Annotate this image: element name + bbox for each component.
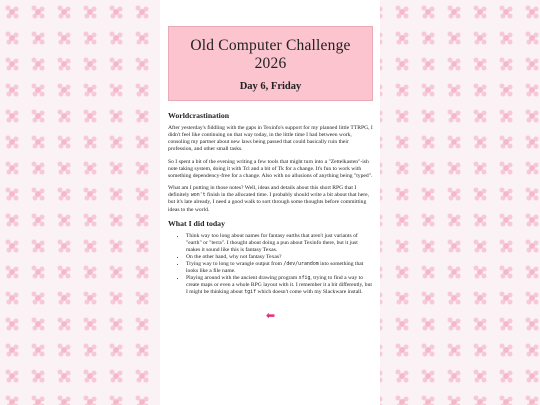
list-item: • Think way too long about names for fantasy earths that aren't just variants of "earth" or "terra". I thought about doing a pun about Texinfo there, but it just makes it sound like this is fantasy Texas. [186,233,373,254]
paragraph-1: After yesterday's fiddling with the gaps in Texinfo's support for my planned little TTRPG, I didn't feel like continuing on that way today, in the little time I had between work, consoling my partner about new laws being passed that could basically ruin their profession, and other small tasks. [168,125,373,153]
section-heading-what-i-did-today: What I did today [168,218,225,228]
activity-list [168,233,373,296]
inline-code-xfig: xfig [298,275,311,281]
paragraph-3-text-a: What am I putting in those notes? Well, ideas and details about this short RPG that I definitely [168,185,357,199]
page-subtitle: Day 6, Friday [239,81,302,92]
page-title: Old Computer Challenge 2026 [190,37,351,72]
list-item: • On the other hand, why not fantasy Texas? [186,254,373,261]
header-banner [168,26,373,101]
paragraph-2: So I spent a bit of the evening writing a few tools that might turn into a "Zettelkasten"-ish note taking system, doing it with Tcl and a bit of Tk for a change. It's fun to work with something dependency-free for a change. Also with no allusions of anything being "typed". [168,158,373,179]
list-item-text: , trying to find a way to create maps or even a whole RPG layout with it. I remember it a bit differently, but I might be thinking about [186,275,372,296]
list-item-text: Trying way to long to wrangle output from [186,260,284,267]
inline-code-wont: won't [190,192,206,199]
list-item [186,261,373,275]
inline-code-tgif: tgif [244,289,257,296]
inline-code-dev-urandom: /dev/urandom [283,260,319,267]
section-heading-worldcrastination: Worldcrastination [168,111,230,120]
list-item [186,275,373,296]
paragraph-3-text-b: finish in the allocated time. I probably should write a bit about that here, but it's late already, I need a good walk to sort through some thoughts before committing ideas to the world. [168,192,369,213]
left-arrow-icon: ⬅ [265,309,276,323]
paragraph-3 [168,185,373,214]
list-item-text: Playing around with the ancient drawing program [186,275,299,281]
back-link[interactable] [264,310,278,321]
list-item-text: which doesn't come with my Slackware install. [256,289,363,296]
page-content [160,0,380,405]
list-item-text: into something that looks like a file name. [186,260,364,274]
